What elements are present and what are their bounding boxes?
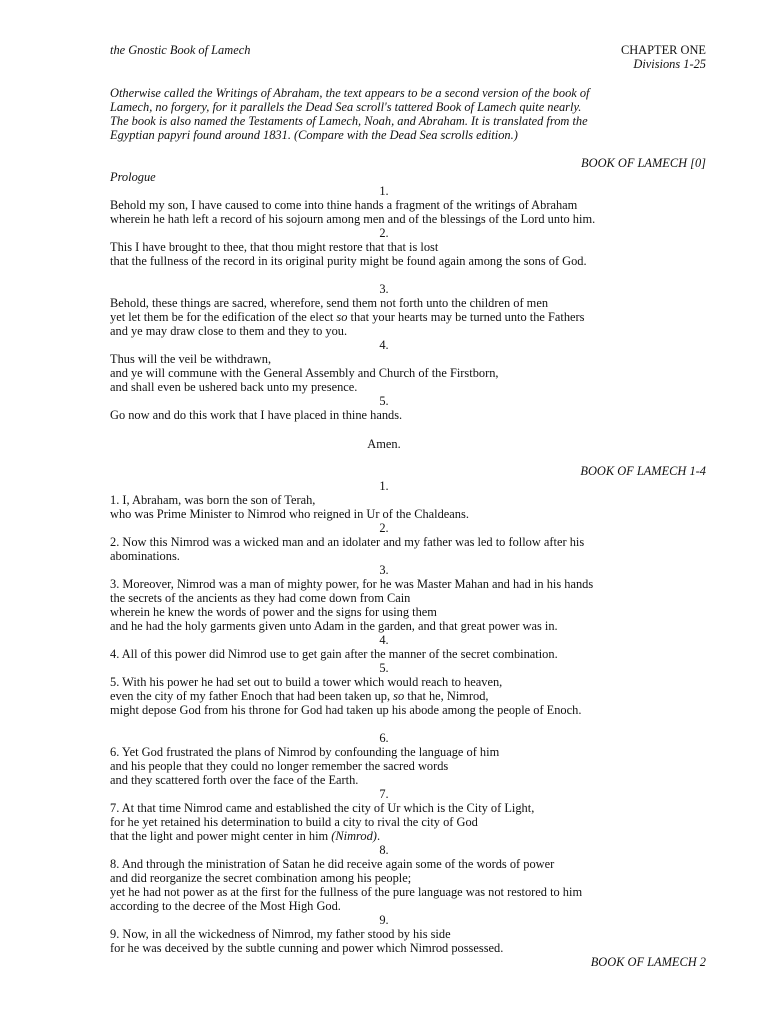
verse-number: 5. bbox=[379, 661, 389, 675]
text-run: that he, Nimrod, bbox=[404, 689, 489, 703]
text-run: . bbox=[376, 829, 381, 843]
intro-line: Egyptian papyri found around 1831. (Compare with the Dead Sea scrolls edition.) bbox=[110, 128, 518, 142]
text-run: that the light and power might center in him bbox=[110, 829, 332, 843]
verse-line: 6. Yet God frustrated the plans of Nimrod by confounding the language of him bbox=[110, 745, 500, 759]
verse-line: and ye may draw close to them and they to you. bbox=[110, 324, 348, 338]
divisions-label: Divisions 1-25 bbox=[633, 57, 706, 71]
prologue-subheading: Prologue bbox=[110, 170, 156, 184]
verse-number: 7. bbox=[379, 787, 389, 801]
verse-number: 4. bbox=[379, 338, 389, 352]
verse-line: Thus will the veil be withdrawn, bbox=[110, 352, 272, 366]
verse-line: and they scattered forth over the face of the Earth. bbox=[110, 773, 359, 787]
text-run-italic: so bbox=[336, 310, 348, 324]
verse-line: who was Prime Minister to Nimrod who reigned in Ur of the Chaldeans. bbox=[110, 507, 469, 521]
verse-line bbox=[110, 689, 489, 703]
verse-line: might depose God from his throne for God had taken up his abode among the people of Enoch. bbox=[110, 703, 582, 717]
verse-line: for he yet retained his determination to build a city to rival the city of God bbox=[110, 815, 478, 829]
verse-line: the secrets of the ancients as they had come down from Cain bbox=[110, 591, 411, 605]
verse-number: 3. bbox=[379, 563, 389, 577]
verse-line: and did reorganize the secret combination among his people; bbox=[110, 871, 412, 885]
section-heading: BOOK OF LAMECH [0] bbox=[581, 156, 706, 170]
text-run-italic: (Nimrod) bbox=[331, 829, 377, 843]
verse-line: 2. Now this Nimrod was a wicked man and an idolater and my father was led to follow after his bbox=[110, 535, 585, 549]
verse-number: 2. bbox=[379, 226, 389, 240]
text-run: that your hearts may be turned unto the Fathers bbox=[347, 310, 585, 324]
verse-line: and ye will commune with the General Assembly and Church of the Firstborn, bbox=[110, 366, 499, 380]
verse-line: and shall even be ushered back unto my presence. bbox=[110, 380, 358, 394]
verse-number: 1. bbox=[379, 479, 389, 493]
verse-number: 3. bbox=[379, 282, 389, 296]
amen-line: Amen. bbox=[367, 437, 401, 451]
verse-line: and he had the holy garments given unto Adam in the garden, and that great power was in. bbox=[110, 619, 558, 633]
verse-line bbox=[110, 829, 380, 843]
verse-line: This I have brought to thee, that thou might restore that that is lost bbox=[110, 240, 439, 254]
verse-line: 3. Moreover, Nimrod was a man of mighty power, for he was Master Mahan and had in his hands bbox=[110, 577, 594, 591]
verse-line: 7. At that time Nimrod came and established the city of Ur which is the City of Light, bbox=[110, 801, 535, 815]
verse-line: wherein he hath left a record of his sojourn among men and of the blessings of the Lord unto him. bbox=[110, 212, 596, 226]
verse-line: 5. With his power he had set out to build a tower which would reach to heaven, bbox=[110, 675, 503, 689]
verse-line: according to the decree of the Most High God. bbox=[110, 899, 341, 913]
verse-line: Behold my son, I have caused to come into thine hands a fragment of the writings of Abraham bbox=[110, 198, 578, 212]
verse-line: 9. Now, in all the wickedness of Nimrod, my father stood by his side bbox=[110, 927, 451, 941]
verse-number: 6. bbox=[379, 731, 389, 745]
verse-number: 1. bbox=[379, 184, 389, 198]
verse-line: 1. I, Abraham, was born the son of Terah, bbox=[110, 493, 316, 507]
verse-line: 8. And through the ministration of Satan he did receive again some of the words of power bbox=[110, 857, 555, 871]
intro-line: Lamech, no forgery, for it parallels the Dead Sea scroll's tattered Book of Lamech quite nearly. bbox=[110, 100, 582, 114]
verse-line: and his people that they could no longer remember the sacred words bbox=[110, 759, 449, 773]
verse-line: yet he had not power as at the first for the fullness of the pure language was not restored to him bbox=[110, 885, 583, 899]
verse-line: for he was deceived by the subtle cunning and power which Nimrod possessed. bbox=[110, 941, 504, 955]
verse-line: Behold, these things are sacred, wherefore, send them not forth unto the children of men bbox=[110, 296, 549, 310]
footer-section-heading: BOOK OF LAMECH 2 bbox=[590, 955, 706, 969]
text-run: yet let them be for the edification of the elect bbox=[110, 310, 337, 324]
text-run: even the city of my father Enoch that had been taken up, bbox=[110, 689, 394, 703]
text-run-italic: so bbox=[393, 689, 405, 703]
verse-number: 2. bbox=[379, 521, 389, 535]
verse-line: 4. All of this power did Nimrod use to get gain after the manner of the secret combination. bbox=[110, 647, 558, 661]
verse-number: 4. bbox=[379, 633, 389, 647]
verse-line: wherein he knew the words of power and the signs for using them bbox=[110, 605, 437, 619]
verse-line: abominations. bbox=[110, 549, 180, 563]
book-title: the Gnostic Book of Lamech bbox=[110, 43, 251, 57]
verse-line: Go now and do this work that I have placed in thine hands. bbox=[110, 408, 403, 422]
chapter-label: CHAPTER ONE bbox=[620, 43, 706, 57]
verse-line: that the fullness of the record in its original purity might be found again among the sons of God. bbox=[110, 254, 587, 268]
section-heading: BOOK OF LAMECH 1-4 bbox=[580, 464, 706, 478]
intro-line: Otherwise called the Writings of Abraham, the text appears to be a second version of the book of bbox=[110, 86, 590, 100]
verse-number: 9. bbox=[379, 913, 389, 927]
intro-line: The book is also named the Testaments of Lamech, Noah, and Abraham. It is translated from the bbox=[110, 114, 588, 128]
verse-number: 8. bbox=[379, 843, 389, 857]
verse-line bbox=[110, 310, 585, 324]
verse-number: 5. bbox=[379, 394, 389, 408]
